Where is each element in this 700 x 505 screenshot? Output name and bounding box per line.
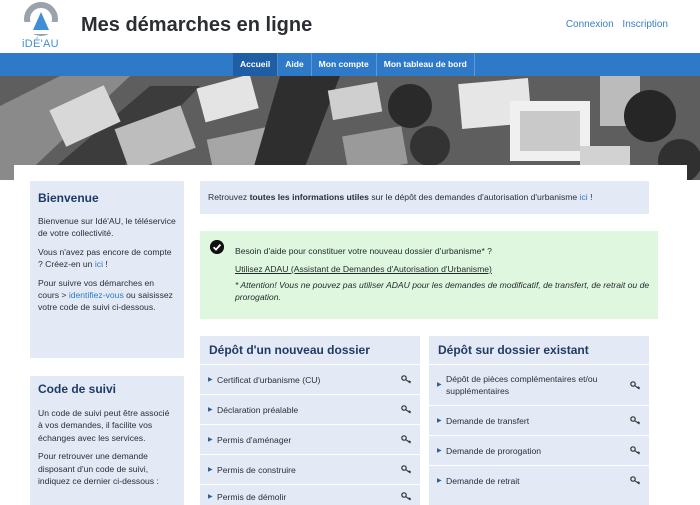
key-icon (630, 416, 641, 425)
adau-link[interactable]: Utilisez ADAU (Assistant de Demandes d'Autorisation d'Urbanisme) (235, 264, 492, 274)
nav-item-mon-compte[interactable]: Mon compte (312, 53, 377, 76)
aide-adau-box (200, 231, 658, 319)
nav-item-aide[interactable]: Aide (278, 53, 311, 76)
depot-item-cu[interactable] (200, 364, 420, 394)
follow-text: Pour suivre vos démarches en cours > (38, 277, 155, 301)
depot-item-label: Demande de retrait (446, 475, 520, 486)
connexion-link[interactable]: Connexion (565, 19, 614, 30)
bienvenue-follow (38, 277, 176, 314)
depot-item-transfert[interactable] (429, 405, 649, 435)
depot-item-declaration-prealable[interactable] (200, 394, 420, 424)
create-account-link[interactable]: ici (94, 259, 103, 270)
page-title: Mes démarches en ligne (81, 14, 313, 36)
site-header (0, 0, 700, 53)
key-icon (401, 492, 412, 501)
triangle-right-icon: ▶ (208, 376, 213, 383)
infos-text-end: ! (587, 192, 593, 202)
triangle-right-icon: ▶ (208, 436, 213, 443)
depot-existant-title: Dépôt sur dossier existant (438, 343, 589, 357)
bienvenue-title: Bienvenue (38, 191, 99, 205)
depot-item-label: Permis d'aménager (217, 434, 292, 445)
bienvenue-intro: Bienvenue sur Idé'AU, le téléservice de votre collectivité. (38, 216, 176, 239)
create-account-end: ! (102, 259, 108, 270)
depot-item-permis-construire[interactable] (200, 454, 420, 484)
triangle-right-icon: ▶ (437, 477, 442, 484)
triangle-right-icon: ▶ (437, 447, 442, 454)
depot-item-retrait[interactable] (429, 465, 649, 495)
depot-item-label: Certificat d'urbanisme (CU) (217, 374, 321, 385)
logo-text: iDÉ'AU (22, 38, 59, 50)
depot-item-label: Demande de prorogation (446, 445, 542, 456)
aide-question: Besoin d'aide pour constituer votre nouveau dossier d'urbanisme* ? (235, 246, 492, 256)
depot-item-label: Déclaration préalable (217, 404, 299, 415)
check-circle-icon (210, 240, 224, 254)
infos-text-before: Retrouvez (208, 192, 250, 202)
triangle-right-icon: ▶ (208, 466, 213, 473)
depot-item-label: Permis de construire (217, 464, 296, 475)
infos-text-after: sur le dépôt des demandes d'autorisation d'urbanisme (368, 192, 580, 202)
infos-link[interactable]: ici (579, 192, 588, 202)
follow-end: ou saisissez votre code de suivi ci-dessous. (38, 290, 173, 313)
key-icon (630, 381, 641, 390)
triangle-right-icon: ▶ (208, 406, 213, 413)
nav-item-tableau-de-bord[interactable]: Mon tableau de bord (377, 53, 475, 76)
identify-link[interactable]: identifiez-vous (68, 290, 124, 301)
key-icon (401, 405, 412, 414)
code-suivi-text-1: Un code de suivi peut être associé à vos demandes, il facilite vos échanges avec les services. (38, 408, 170, 443)
triangle-right-icon: ▶ (437, 382, 442, 388)
code-suivi-text-2: Pour retrouver une demande disposant d'un code de suivi, indiquez ce dernier ci-dessous : (38, 451, 159, 487)
nav-item-accueil[interactable]: Accueil (233, 53, 278, 76)
depot-item-prorogation[interactable] (429, 435, 649, 465)
key-icon (630, 446, 641, 455)
bienvenue-panel (30, 181, 184, 358)
triangle-right-icon: ▶ (208, 493, 213, 500)
depot-item-label: Permis de démolir (217, 491, 287, 502)
bienvenue-create-account (38, 246, 176, 271)
key-icon (401, 465, 412, 474)
triangle-right-icon: ▶ (437, 417, 442, 424)
top-links (560, 19, 668, 30)
infos-banner (200, 181, 649, 214)
depot-item-pieces-complementaires[interactable] (429, 364, 649, 405)
depot-item-permis-demolir[interactable] (200, 484, 420, 505)
depot-item-label: Dépôt de pièces complémentaires et/ou supplémentaires (446, 374, 598, 396)
code-suivi-title: Code de suivi (38, 382, 117, 396)
inscription-link[interactable]: Inscription (622, 19, 668, 30)
depot-item-permis-amenager[interactable] (200, 424, 420, 454)
key-icon (401, 435, 412, 444)
depot-existant-panel (429, 336, 649, 505)
code-suivi-panel (30, 376, 184, 505)
depot-nouveau-title: Dépôt d'un nouveau dossier (209, 343, 370, 357)
aide-warning: * Attention! Vous ne pouvez pas utiliser ADAU pour les demandes de modificatif, de transfert, de retrait ou de prorogation. (235, 280, 650, 303)
main-content (14, 165, 687, 505)
main-nav (0, 53, 700, 76)
create-account-text: Vous n'avez pas encore de compte ? Créez-en un (38, 246, 172, 270)
key-icon (401, 375, 412, 384)
depot-item-label: Demande de transfert (446, 415, 530, 426)
depot-nouveau-panel (200, 336, 420, 505)
infos-text-bold: toutes les informations utiles (249, 192, 369, 202)
key-icon (630, 476, 641, 485)
